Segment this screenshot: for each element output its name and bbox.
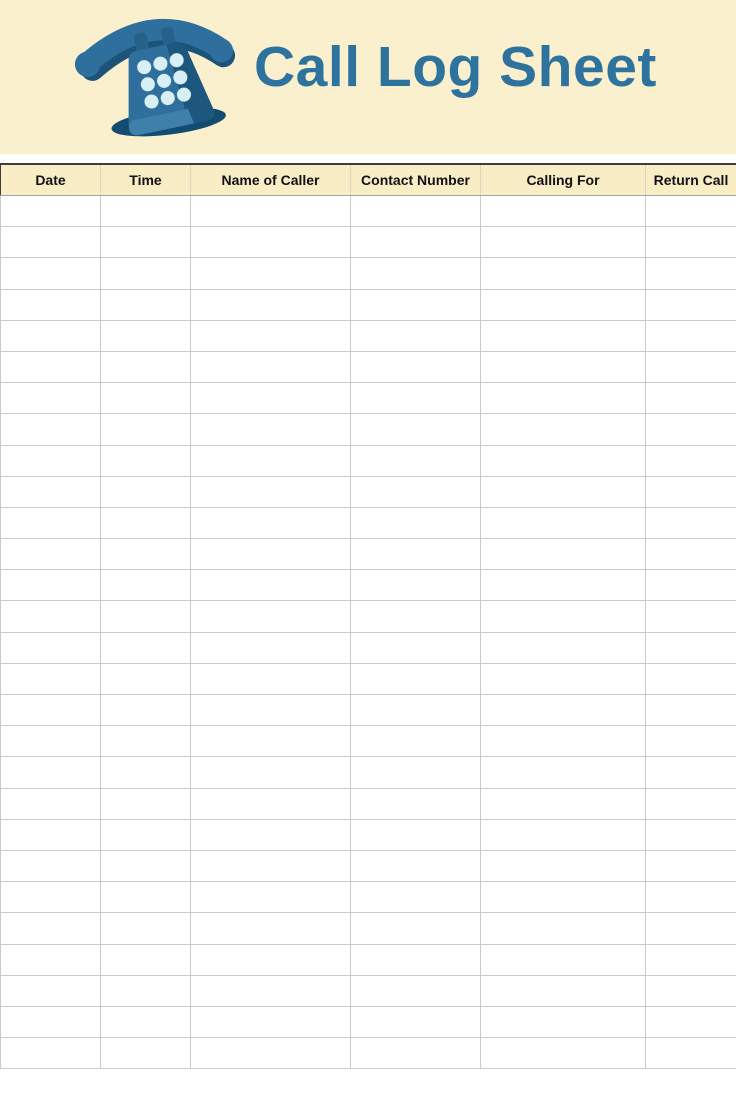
table-row xyxy=(1,1006,736,1037)
header-banner xyxy=(0,0,736,154)
empty-cell xyxy=(1,320,101,351)
empty-cell xyxy=(1,445,101,476)
empty-cell xyxy=(1,632,101,663)
empty-cell xyxy=(191,788,351,819)
table-row xyxy=(1,757,736,788)
empty-cell xyxy=(101,507,191,538)
empty-cell xyxy=(351,570,481,601)
empty-cell xyxy=(351,414,481,445)
empty-cell xyxy=(101,944,191,975)
telephone-icon xyxy=(72,2,238,150)
empty-cell xyxy=(191,601,351,632)
empty-cell xyxy=(1,414,101,445)
empty-cell xyxy=(481,507,646,538)
table-row xyxy=(1,320,736,351)
empty-cell xyxy=(101,819,191,850)
empty-cell xyxy=(191,1006,351,1037)
empty-cell xyxy=(101,663,191,694)
empty-cell xyxy=(351,632,481,663)
empty-cell xyxy=(481,445,646,476)
empty-cell xyxy=(646,975,736,1006)
empty-cell xyxy=(351,1038,481,1069)
empty-cell xyxy=(191,850,351,881)
empty-cell xyxy=(1,227,101,258)
empty-cell xyxy=(1,539,101,570)
empty-cell xyxy=(191,445,351,476)
empty-cell xyxy=(351,944,481,975)
empty-cell xyxy=(191,913,351,944)
empty-cell xyxy=(646,476,736,507)
empty-cell xyxy=(101,320,191,351)
table-row xyxy=(1,570,736,601)
empty-cell xyxy=(101,726,191,757)
table-row xyxy=(1,289,736,320)
empty-cell xyxy=(1,196,101,227)
empty-cell xyxy=(646,788,736,819)
empty-cell xyxy=(101,196,191,227)
empty-cell xyxy=(101,351,191,382)
table-row xyxy=(1,507,736,538)
empty-cell xyxy=(481,258,646,289)
table-row xyxy=(1,882,736,913)
table-row xyxy=(1,788,736,819)
empty-cell xyxy=(101,258,191,289)
empty-cell xyxy=(481,539,646,570)
empty-cell xyxy=(646,227,736,258)
table-row xyxy=(1,975,736,1006)
empty-cell xyxy=(191,539,351,570)
empty-cell xyxy=(191,570,351,601)
empty-cell xyxy=(351,913,481,944)
empty-cell xyxy=(1,383,101,414)
empty-cell xyxy=(101,414,191,445)
empty-cell xyxy=(646,819,736,850)
empty-cell xyxy=(1,476,101,507)
empty-cell xyxy=(351,601,481,632)
empty-cell xyxy=(646,601,736,632)
empty-cell xyxy=(646,196,736,227)
empty-cell xyxy=(1,975,101,1006)
empty-cell xyxy=(1,1006,101,1037)
empty-cell xyxy=(351,507,481,538)
column-header-contact-number: Contact Number xyxy=(351,164,481,196)
empty-cell xyxy=(646,507,736,538)
empty-cell xyxy=(481,1006,646,1037)
empty-cell xyxy=(1,289,101,320)
empty-cell xyxy=(481,632,646,663)
column-header-date: Date xyxy=(1,164,101,196)
empty-cell xyxy=(1,757,101,788)
table-row xyxy=(1,445,736,476)
table-row xyxy=(1,414,736,445)
empty-cell xyxy=(351,351,481,382)
table-row xyxy=(1,913,736,944)
empty-cell xyxy=(646,414,736,445)
empty-cell xyxy=(101,227,191,258)
empty-cell xyxy=(351,289,481,320)
empty-cell xyxy=(191,476,351,507)
empty-cell xyxy=(481,414,646,445)
empty-cell xyxy=(191,975,351,1006)
empty-cell xyxy=(646,539,736,570)
empty-cell xyxy=(351,539,481,570)
empty-cell xyxy=(481,570,646,601)
empty-cell xyxy=(191,882,351,913)
empty-cell xyxy=(646,570,736,601)
empty-cell xyxy=(351,383,481,414)
empty-cell xyxy=(1,1038,101,1069)
empty-cell xyxy=(481,975,646,1006)
table-row xyxy=(1,695,736,726)
column-header-name-of-caller: Name of Caller xyxy=(191,164,351,196)
table-row xyxy=(1,351,736,382)
empty-cell xyxy=(481,944,646,975)
empty-cell xyxy=(101,539,191,570)
empty-cell xyxy=(191,227,351,258)
empty-cell xyxy=(191,320,351,351)
empty-cell xyxy=(646,1038,736,1069)
table-row xyxy=(1,258,736,289)
empty-cell xyxy=(1,258,101,289)
empty-cell xyxy=(101,695,191,726)
empty-cell xyxy=(1,601,101,632)
empty-cell xyxy=(101,850,191,881)
empty-cell xyxy=(101,632,191,663)
table-row xyxy=(1,663,736,694)
page-title: Call Log Sheet xyxy=(254,35,657,99)
empty-cell xyxy=(191,258,351,289)
empty-cell xyxy=(351,819,481,850)
empty-cell xyxy=(191,695,351,726)
empty-cell xyxy=(351,258,481,289)
empty-cell xyxy=(101,601,191,632)
empty-cell xyxy=(351,196,481,227)
empty-cell xyxy=(351,227,481,258)
empty-cell xyxy=(646,289,736,320)
table-row xyxy=(1,383,736,414)
column-header-calling-for: Calling For xyxy=(481,164,646,196)
empty-cell xyxy=(191,757,351,788)
empty-cell xyxy=(101,383,191,414)
empty-cell xyxy=(481,289,646,320)
empty-cell xyxy=(646,258,736,289)
column-header-time: Time xyxy=(101,164,191,196)
table-row xyxy=(1,1038,736,1069)
table-row xyxy=(1,632,736,663)
empty-cell xyxy=(481,913,646,944)
empty-cell xyxy=(481,788,646,819)
table-row xyxy=(1,819,736,850)
empty-cell xyxy=(646,320,736,351)
empty-cell xyxy=(351,882,481,913)
empty-cell xyxy=(101,570,191,601)
empty-cell xyxy=(481,351,646,382)
empty-cell xyxy=(1,819,101,850)
empty-cell xyxy=(101,975,191,1006)
empty-cell xyxy=(351,1006,481,1037)
empty-cell xyxy=(481,383,646,414)
table-row xyxy=(1,539,736,570)
table-header-row xyxy=(1,164,736,196)
empty-cell xyxy=(481,320,646,351)
empty-cell xyxy=(101,476,191,507)
empty-cell xyxy=(1,507,101,538)
empty-cell xyxy=(351,445,481,476)
empty-cell xyxy=(191,663,351,694)
empty-cell xyxy=(351,476,481,507)
empty-cell xyxy=(101,788,191,819)
empty-cell xyxy=(646,757,736,788)
empty-cell xyxy=(646,445,736,476)
empty-cell xyxy=(191,507,351,538)
empty-cell xyxy=(481,819,646,850)
empty-cell xyxy=(1,913,101,944)
table-row xyxy=(1,476,736,507)
empty-cell xyxy=(646,944,736,975)
empty-cell xyxy=(646,383,736,414)
empty-cell xyxy=(1,850,101,881)
empty-cell xyxy=(191,289,351,320)
empty-cell xyxy=(351,788,481,819)
empty-cell xyxy=(646,882,736,913)
empty-cell xyxy=(101,882,191,913)
empty-cell xyxy=(351,320,481,351)
empty-cell xyxy=(646,663,736,694)
empty-cell xyxy=(1,570,101,601)
empty-cell xyxy=(101,1038,191,1069)
empty-cell xyxy=(191,196,351,227)
empty-cell xyxy=(646,695,736,726)
table-row xyxy=(1,944,736,975)
empty-cell xyxy=(351,726,481,757)
empty-cell xyxy=(481,726,646,757)
column-header-return-call: Return Call xyxy=(646,164,736,196)
empty-cell xyxy=(481,882,646,913)
empty-cell xyxy=(1,695,101,726)
empty-cell xyxy=(646,726,736,757)
empty-cell xyxy=(191,944,351,975)
empty-cell xyxy=(481,757,646,788)
table-row xyxy=(1,726,736,757)
empty-cell xyxy=(1,351,101,382)
empty-cell xyxy=(1,788,101,819)
table-row xyxy=(1,601,736,632)
empty-cell xyxy=(481,476,646,507)
empty-cell xyxy=(101,1006,191,1037)
empty-cell xyxy=(481,663,646,694)
table-row xyxy=(1,196,736,227)
empty-cell xyxy=(646,1006,736,1037)
empty-cell xyxy=(481,695,646,726)
empty-cell xyxy=(191,414,351,445)
empty-cell xyxy=(191,632,351,663)
empty-cell xyxy=(646,850,736,881)
empty-cell xyxy=(646,632,736,663)
empty-cell xyxy=(481,601,646,632)
empty-cell xyxy=(1,882,101,913)
empty-cell xyxy=(351,850,481,881)
empty-cell xyxy=(481,227,646,258)
empty-cell xyxy=(1,663,101,694)
empty-cell xyxy=(351,757,481,788)
empty-cell xyxy=(1,944,101,975)
empty-cell xyxy=(191,383,351,414)
empty-cell xyxy=(351,695,481,726)
empty-cell xyxy=(191,351,351,382)
table-row xyxy=(1,227,736,258)
empty-cell xyxy=(191,726,351,757)
call-log-table xyxy=(0,163,736,1069)
empty-cell xyxy=(101,289,191,320)
empty-cell xyxy=(646,913,736,944)
empty-cell xyxy=(646,351,736,382)
empty-cell xyxy=(101,445,191,476)
empty-cell xyxy=(351,663,481,694)
empty-cell xyxy=(481,1038,646,1069)
empty-cell xyxy=(101,913,191,944)
empty-cell xyxy=(481,196,646,227)
empty-cell xyxy=(191,1038,351,1069)
empty-cell xyxy=(191,819,351,850)
empty-cell xyxy=(481,850,646,881)
empty-cell xyxy=(351,975,481,1006)
table-row xyxy=(1,850,736,881)
empty-cell xyxy=(1,726,101,757)
empty-cell xyxy=(101,757,191,788)
